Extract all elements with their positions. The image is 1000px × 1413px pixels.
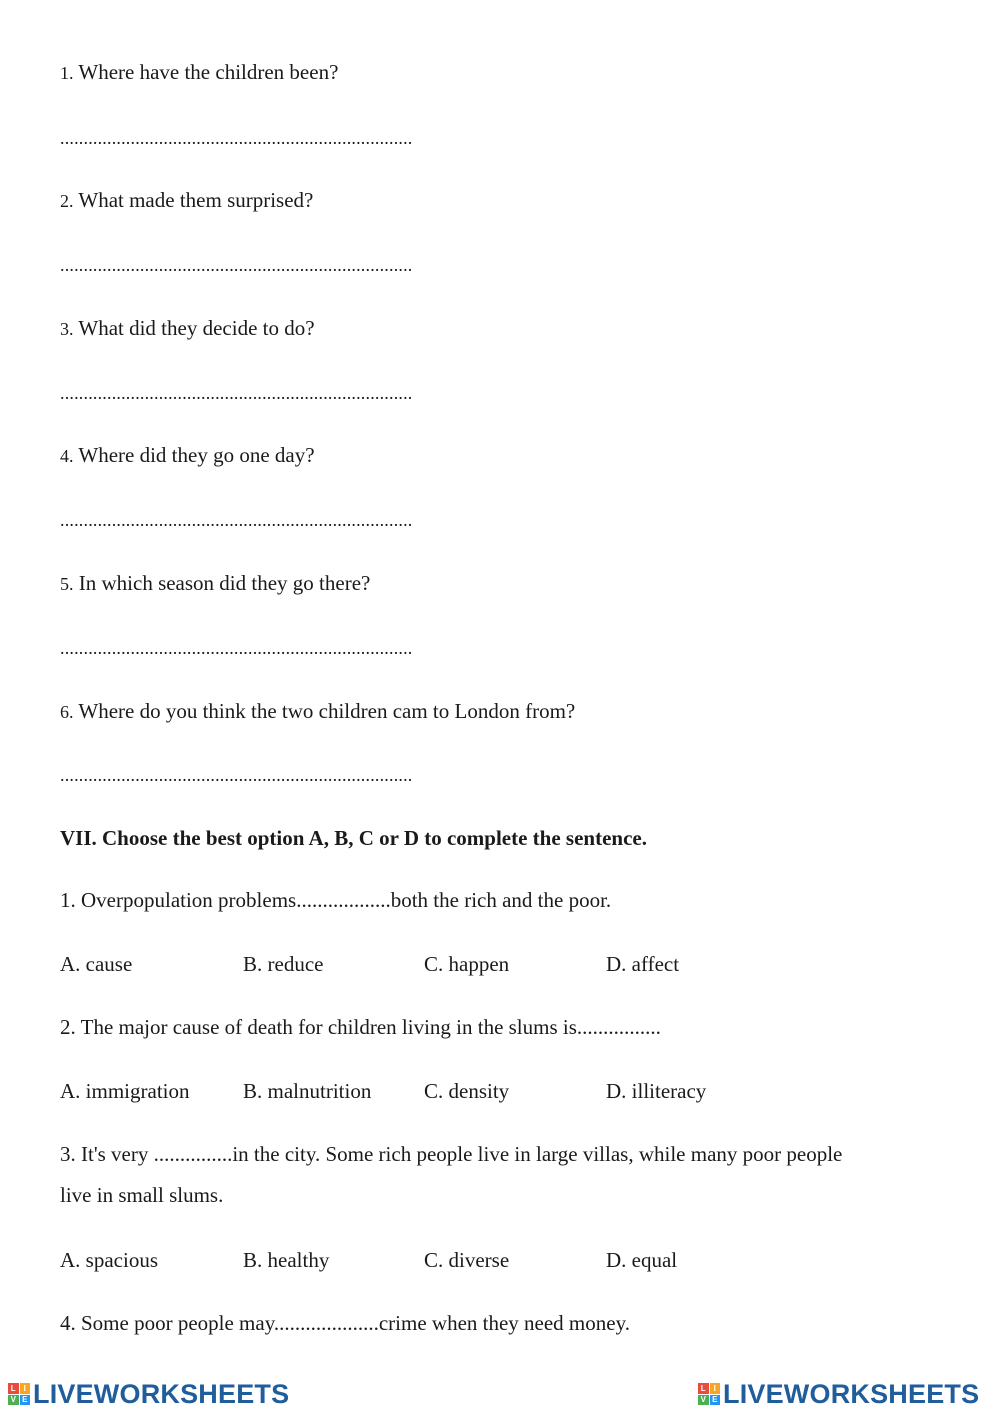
logo-letter: E [20, 1395, 31, 1406]
answer-line-6[interactable]: ........................................................................... [60, 765, 413, 785]
option-c[interactable]: C. diverse [424, 1248, 510, 1272]
liveworksheets-logo-right [698, 1378, 979, 1410]
question-number: 4. [60, 446, 74, 466]
option-b[interactable]: B. healthy [243, 1248, 330, 1272]
answer-line-1[interactable]: ........................................................................... [60, 128, 413, 148]
question-text: Where did they go one day? [73, 443, 315, 467]
mc-question-3: 3. It's very ...............in the city. Some rich people live in large villas, while many poor people [60, 1142, 843, 1166]
logo-text: LIVEWORKSHEETS [723, 1378, 980, 1409]
answer-line-2[interactable]: ........................................................................... [60, 255, 413, 275]
option-a[interactable]: A. spacious [60, 1248, 158, 1272]
option-a[interactable]: A. immigration [60, 1079, 190, 1103]
logo-letter: V [698, 1395, 709, 1406]
liveworksheets-icon [8, 1383, 30, 1405]
question-number: 2. [60, 191, 74, 211]
option-b[interactable]: B. malnutrition [243, 1079, 372, 1103]
question-text: In which season did they go there? [73, 571, 371, 595]
logo-letter: V [8, 1395, 19, 1406]
option-b[interactable]: B. reduce [243, 952, 324, 976]
question-5 [60, 571, 370, 596]
mc-question-1: 1. Overpopulation problems..................both the rich and the poor. [60, 888, 612, 912]
mc-question-3-cont: live in small slums. [60, 1183, 224, 1207]
option-c[interactable]: C. density [424, 1079, 510, 1103]
question-number: 6. [60, 702, 74, 722]
logo-letter: E [710, 1395, 721, 1406]
option-d[interactable]: D. illiteracy [606, 1079, 707, 1103]
option-c[interactable]: C. happen [424, 952, 510, 976]
question-text: Where do you think the two children cam to London from? [73, 699, 576, 723]
question-2 [60, 188, 313, 213]
question-text: What did they decide to do? [73, 316, 315, 340]
question-text: Where have the children been? [73, 60, 339, 84]
answer-line-5[interactable]: ........................................................................... [60, 638, 413, 658]
logo-letter: L [698, 1383, 709, 1394]
liveworksheets-logo-left [8, 1378, 289, 1410]
question-text: What made them surprised? [73, 188, 314, 212]
liveworksheets-icon [698, 1383, 720, 1405]
question-number: 3. [60, 319, 74, 339]
option-d[interactable]: D. affect [606, 952, 680, 976]
logo-letter: I [710, 1383, 721, 1394]
question-1 [60, 60, 338, 85]
question-number: 1. [60, 63, 74, 83]
answer-line-4[interactable]: ........................................................................... [60, 510, 413, 530]
question-6 [60, 699, 575, 724]
logo-letter: I [20, 1383, 31, 1394]
mc-question-4: 4. Some poor people may....................crime when they need money. [60, 1311, 630, 1335]
answer-line-3[interactable]: ........................................................................... [60, 383, 413, 403]
logo-text: LIVEWORKSHEETS [33, 1378, 290, 1409]
section-title: VII. Choose the best option A, B, C or D to complete the sentence. [60, 826, 647, 850]
option-a[interactable]: A. cause [60, 952, 133, 976]
question-4 [60, 443, 315, 468]
question-3 [60, 316, 315, 341]
question-number: 5. [60, 574, 74, 594]
option-d[interactable]: D. equal [606, 1248, 678, 1272]
mc-question-2: 2. The major cause of death for children living in the slums is................ [60, 1015, 661, 1039]
logo-letter: L [8, 1383, 19, 1394]
